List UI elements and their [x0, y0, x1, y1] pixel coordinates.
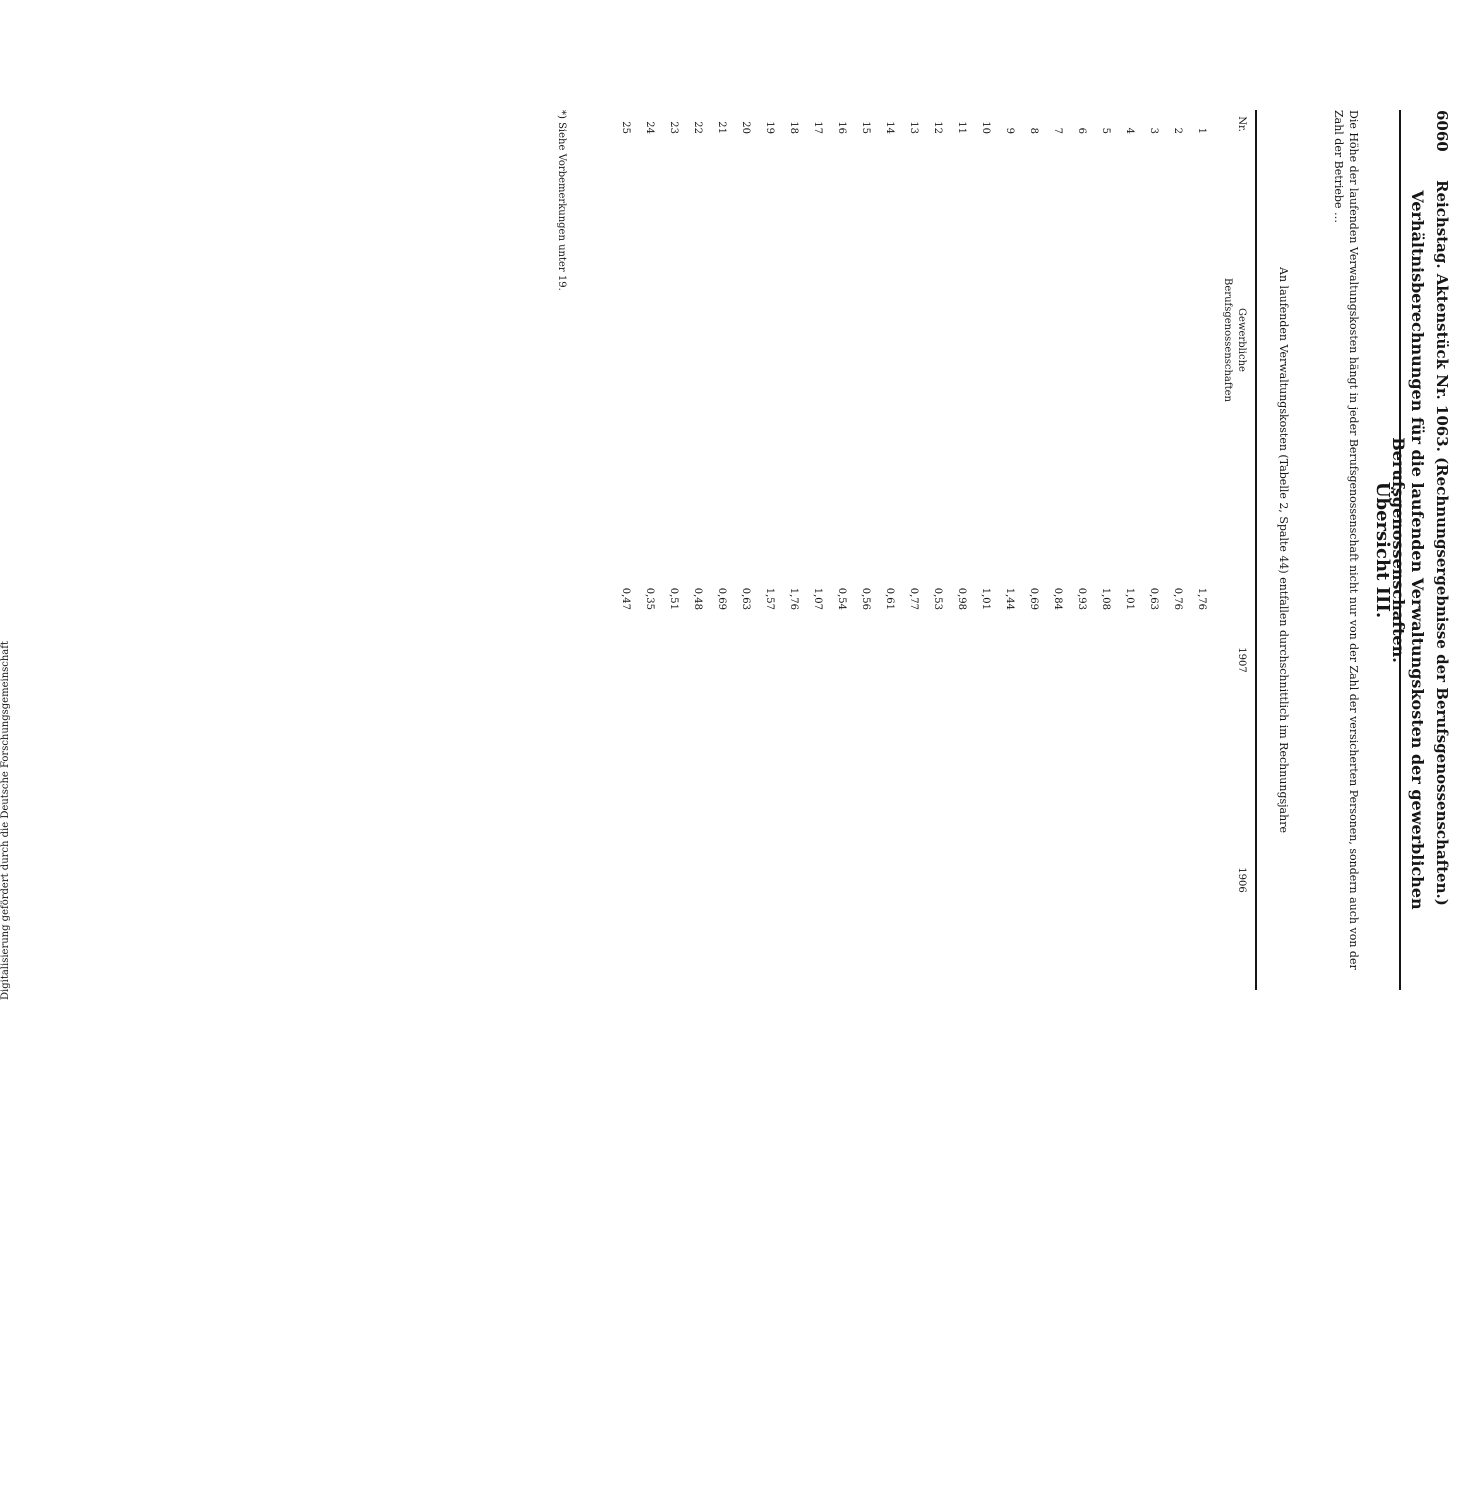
- table-caption: Übersicht III.: [1372, 481, 1393, 619]
- table-cell: 0,93: [1076, 587, 1087, 610]
- row-number: 6: [1076, 127, 1087, 134]
- rotated-page: [457, 90, 1457, 1487]
- row-number: 10: [980, 121, 991, 134]
- table-cell: 0,35: [644, 587, 655, 610]
- row-number: 3: [1148, 127, 1159, 134]
- row-number: 22: [692, 121, 703, 134]
- table-cell: 1,76: [1196, 587, 1207, 610]
- table-cell: 0,61: [884, 587, 895, 610]
- table-subcaption: An laufenden Verwaltungskosten (Tabelle 2, Spalte 44) entfallen durchschnittlich im Rechnungsjahre: [1277, 267, 1290, 833]
- row-number: 7: [1052, 127, 1063, 134]
- rule: [1255, 110, 1257, 990]
- row-number: 1: [1196, 127, 1207, 134]
- row-number: 21: [716, 121, 727, 134]
- row-number: 16: [836, 121, 847, 134]
- row-number: 25: [620, 121, 631, 134]
- page-number: 6060: [1433, 110, 1451, 152]
- row-number: 24: [644, 121, 655, 134]
- row-number: 8: [1028, 127, 1039, 134]
- row-number: 17: [812, 121, 823, 134]
- table-cell: 0,56: [860, 587, 871, 610]
- page-title: Verhältnisberechnungen für die laufenden Verwaltungskosten der gewerblichen Berufsgenossenschaften.: [1389, 190, 1427, 910]
- table-cell: 1,44: [1004, 587, 1015, 610]
- document-page: [457, 90, 1457, 1010]
- table-cell: 0,76: [1172, 587, 1183, 610]
- row-number: 11: [956, 121, 967, 134]
- row-number: 14: [884, 121, 895, 134]
- col-gewerbliche: Gewerbliche: [1236, 308, 1247, 372]
- table-cell: 1,07: [812, 587, 823, 610]
- row-number: 12: [932, 121, 943, 134]
- rule: [1399, 110, 1401, 990]
- side-note: Digitalisierung gefördert durch die Deutsche Forschungsgemeinschaft: [0, 641, 11, 1000]
- table-cell: 0,54: [836, 587, 847, 610]
- col-year-1907: 1907: [1236, 647, 1247, 673]
- table-cell: 0,63: [740, 587, 751, 610]
- table-cell: 0,98: [956, 587, 967, 610]
- row-number: 5: [1100, 127, 1111, 134]
- table-cell: 0,69: [716, 587, 727, 610]
- row-number: 4: [1124, 127, 1135, 134]
- table-cell: 0,69: [1028, 587, 1039, 610]
- page-header: [1427, 110, 1451, 990]
- running-head: Reichstag. Aktenstück Nr. 1063. (Rechnungsergebnisse der Berufsgenossenschaften.): [1433, 180, 1451, 906]
- table-cell: 1,01: [980, 587, 991, 610]
- row-number: 13: [908, 121, 919, 134]
- row-number: 23: [668, 121, 679, 134]
- table-cell: 0,47: [620, 587, 631, 610]
- footnote: *) Siehe Vorbemerkungen unter 19.: [556, 110, 567, 291]
- row-number: 20: [740, 121, 751, 134]
- table-cell: 0,77: [908, 587, 919, 610]
- table-cell: 1,57: [764, 587, 775, 610]
- table-cell: 0,51: [668, 587, 679, 610]
- table-cell: 1,01: [1124, 587, 1135, 610]
- col-nr: Nr.: [1236, 116, 1247, 132]
- col-berufsgenossenschaften: Berufsgenossenschaften: [1222, 278, 1233, 402]
- row-number: 2: [1172, 127, 1183, 134]
- row-number: 9: [1004, 127, 1015, 134]
- table-cell: 0,53: [932, 587, 943, 610]
- table-cell: 1,08: [1100, 587, 1111, 610]
- table-cell: 1,76: [788, 587, 799, 610]
- intro-paragraph: Die Höhe der laufenden Verwaltungskosten hängt in jeder Berufsgenossenschaft nicht nur von der Zahl der versicherten Personen, sondern auch von der Zahl der Betriebe …: [1332, 110, 1360, 970]
- table-cell: 0,48: [692, 587, 703, 610]
- table-cell: 0,84: [1052, 587, 1063, 610]
- row-number: 15: [860, 121, 871, 134]
- table-cell: 0,63: [1148, 587, 1159, 610]
- col-year-1906: 1906: [1236, 867, 1247, 893]
- row-number: 18: [788, 121, 799, 134]
- row-number: 19: [764, 121, 775, 134]
